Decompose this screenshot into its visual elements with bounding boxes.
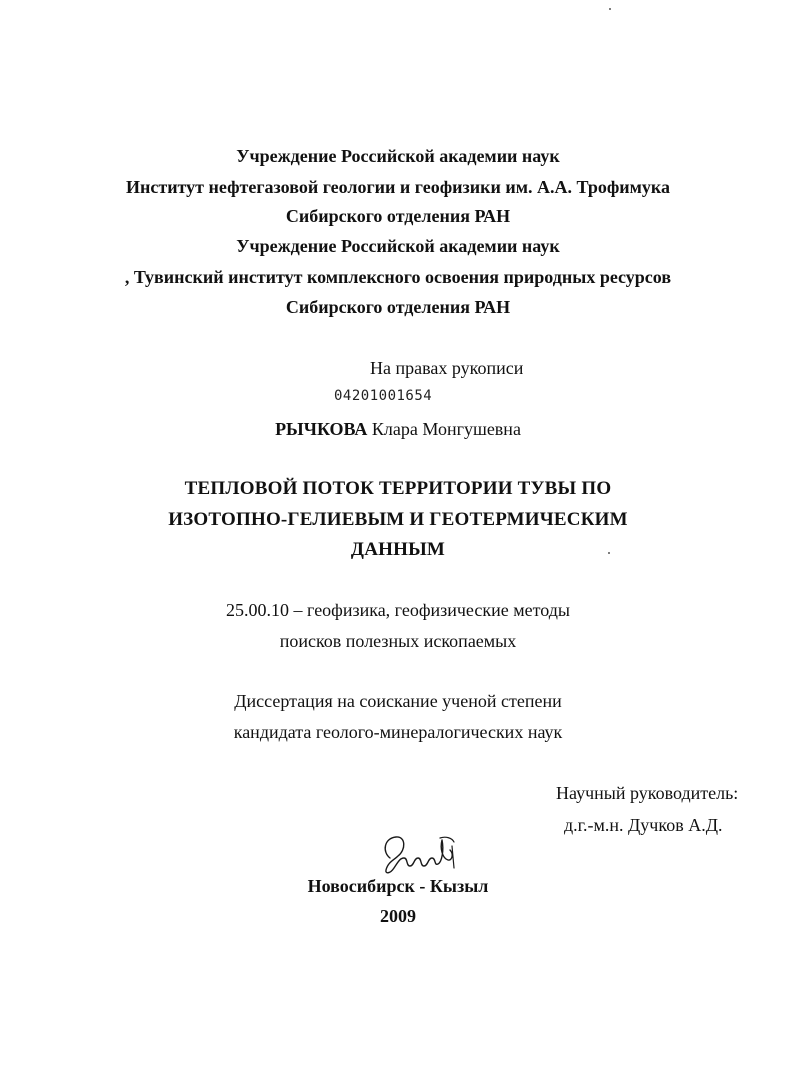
footer-city: Новосибирск - Кызыл [307,876,489,896]
degree-line1: Диссертация на соискание ученой степени [234,691,562,711]
handwritten-signature [376,828,466,878]
org2-line3: Сибирского отделения РАН [285,297,511,317]
degree-line2: кандидата геолого-минералогических наук [233,722,563,742]
scan-speck [608,552,610,554]
author-name [0,419,796,440]
supervisor-label: Научный руководитель: [556,783,739,803]
thesis-title-line1: ТЕПЛОВОЙ ПОТОК ТЕРРИТОРИИ ТУВЫ ПО [184,478,612,499]
author-surname: РЫЧКОВА [275,419,368,439]
manuscript-number: 04201001654 [334,388,433,404]
org1-line1: Учреждение Российской академии наук [236,146,560,166]
supervisor-name: д.г.-м.н. Дучков А.Д. [564,815,723,835]
manuscript-rights: На правах рукописи [370,358,524,378]
author-given-names: Клара Монгушевна [371,419,521,439]
thesis-title-line3: ДАННЫМ [350,539,446,560]
org2-line1: Учреждение Российской академии наук [236,236,560,256]
specialty-line1: 25.00.10 – геофизика, геофизические методы [226,600,570,620]
footer-year: 2009 [380,906,416,926]
thesis-title-line2: ИЗОТОПНО-ГЕЛИЕВЫМ И ГЕОТЕРМИЧЕСКИМ [168,509,628,530]
org1-line3: Сибирского отделения РАН [285,206,511,226]
specialty-line2: поисков полезных ископаемых [279,631,517,651]
scan-speck [609,8,611,10]
org2-line2: , Тувинский институт комплексного освоения природных ресурсов [124,267,672,287]
org1-line2: Институт нефтегазовой геологии и геофизики им. А.А. Трофимука [125,177,671,197]
